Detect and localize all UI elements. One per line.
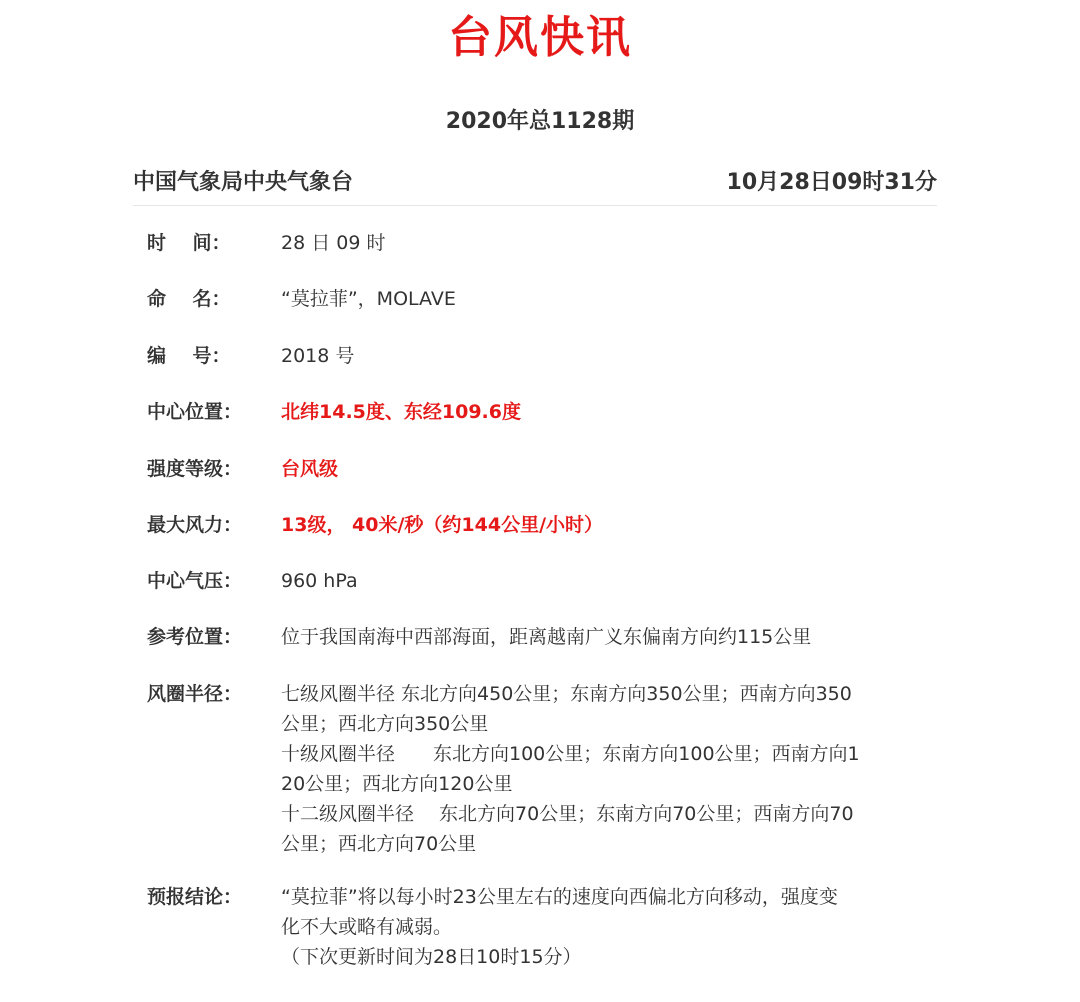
reference-position-value: 位于我国南海中西部海面，距离越南广义东偏南方向约115公里 [281,626,812,648]
meta-row [133,166,937,200]
time-label: 时 间： [147,232,231,254]
max-wind-label: 最大风力： [147,514,243,536]
wind-radius-line: 20公里；西北方向120公里 [281,773,513,795]
intensity-level-label: 强度等级： [147,458,243,480]
reference-position-label: 参考位置： [147,626,243,648]
number-value: 2018 号 [281,345,355,367]
wind-radius-line: 公里；西北方向70公里 [281,833,477,855]
name-value: “莫拉菲”，MOLAVE [281,288,456,310]
forecast-value [281,882,931,972]
center-pressure-value: 960 hPa [281,570,358,592]
max-wind-value: 13级， 40米/秒（约144公里/小时） [281,514,604,536]
forecast-label: 预报结论： [147,886,243,908]
center-pressure-label: 中心气压： [147,570,243,592]
wind-radius-line: 十二级风圈半径 东北方向70公里；东南方向70公里；西南方向70 [281,803,854,825]
next-update-note: （下次更新时间为28日10时15分） [281,946,582,968]
center-position-label: 中心位置： [147,401,243,423]
center-position-value: 北纬14.5度、东经109.6度 [281,401,521,423]
wind-radius-line: 公里；西北方向350公里 [281,713,489,735]
wind-radius-value [281,679,931,859]
issue-number: 2020年总1128期 [445,109,635,134]
publish-timestamp: 10月28日09时31分 [726,170,937,195]
wind-radius-line: 十级风圈半径 东北方向100公里；东南方向100公里；西南方向1 [281,743,860,765]
time-value: 28 日 09 时 [281,232,386,254]
wind-radius-line: 七级风圈半径 东北方向450公里；东南方向350公里；西南方向350 [281,683,852,705]
bulletin-title: 台风快讯 [448,12,632,63]
intensity-level-value: 台风级 [281,458,339,480]
forecast-line: 化不大或略有减弱。 [281,916,453,938]
header-divider [133,205,937,206]
forecast-line: “莫拉菲”将以每小时23公里左右的速度向西偏北方向移动，强度变 [281,886,838,908]
agency-name: 中国气象局中央气象台 [133,170,354,195]
name-label: 命 名： [147,288,231,310]
number-label: 编 号： [147,345,231,367]
wind-radius-label: 风圈半径： [147,683,243,705]
